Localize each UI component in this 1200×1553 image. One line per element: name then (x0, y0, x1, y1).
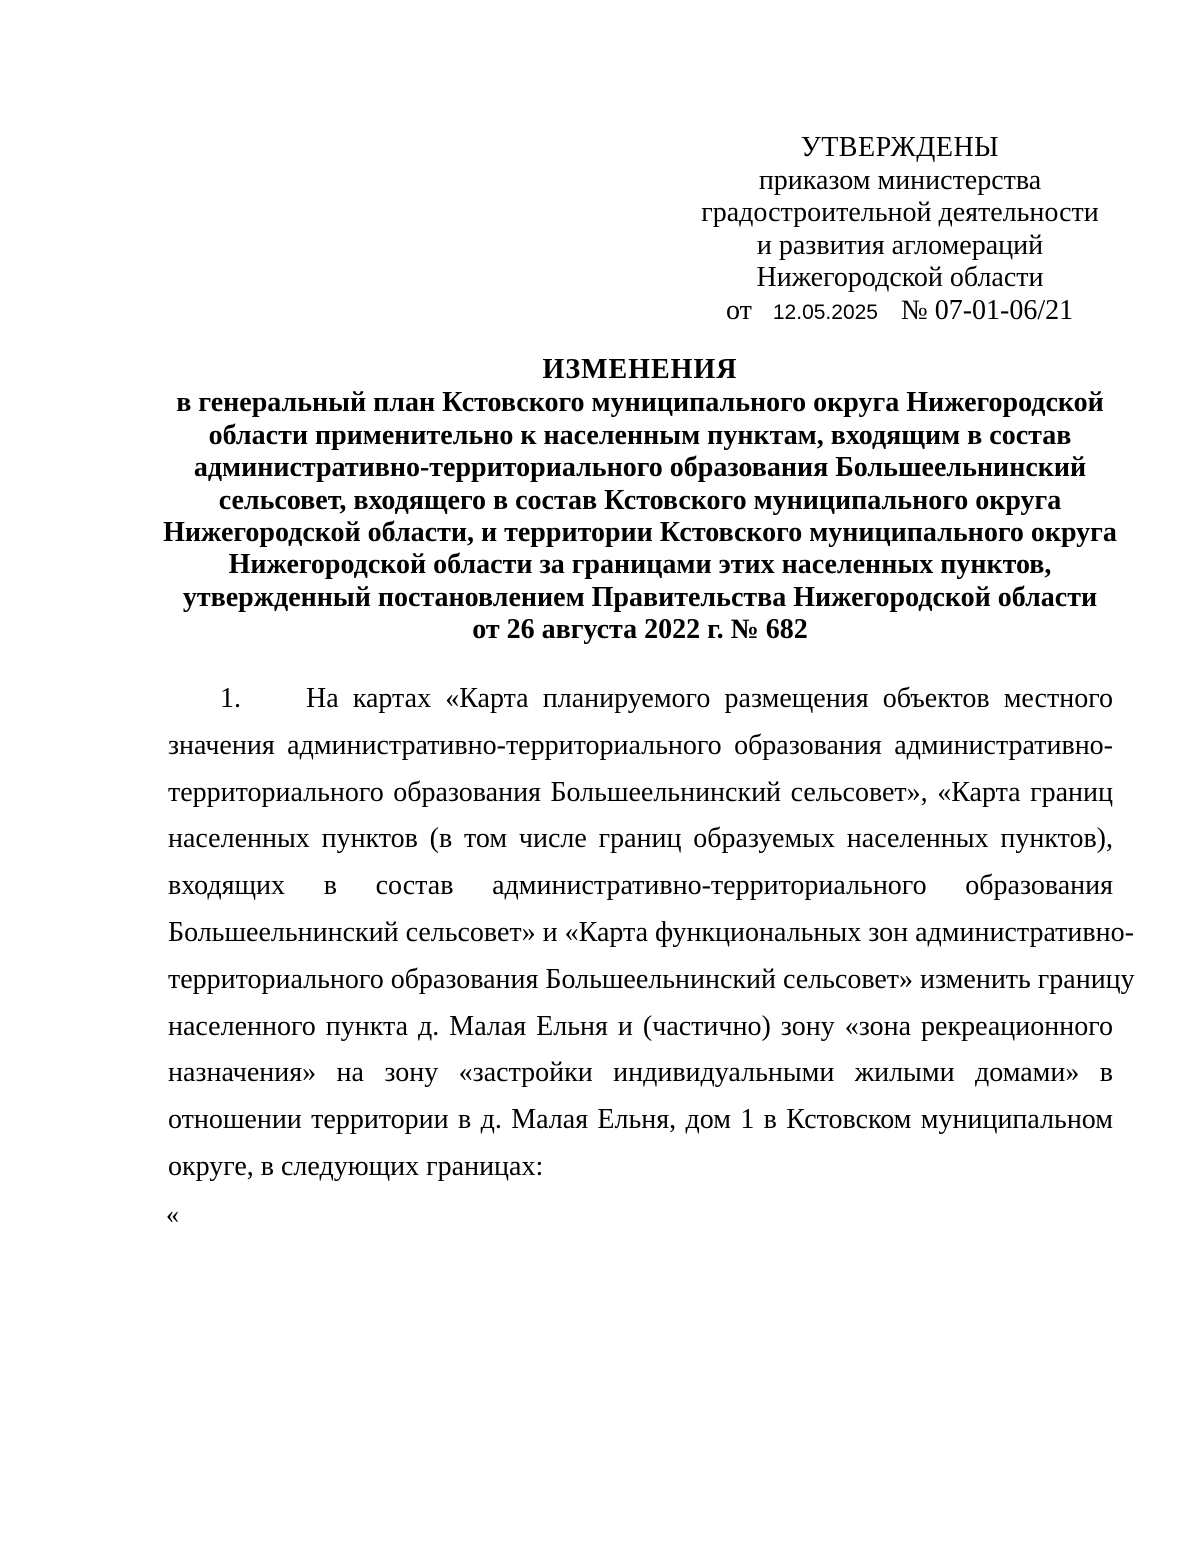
paragraph-line: территориального образования Большеельнинский сельсовет» изменить границу (168, 963, 1135, 995)
paragraph-text: На картах «Карта планируемого размещения объектов местного (306, 683, 1113, 714)
document-subtitle-line: в генеральный план Кстовского муниципального округа Нижегородской (176, 387, 1104, 419)
paragraph-line: Большеельнинский сельсовет» и «Карта функциональных зон административно- (168, 916, 1134, 948)
paragraph-1 (168, 676, 1135, 1191)
approval-date: 12.05.2025 (772, 300, 878, 324)
paragraph-line: населенных пунктов (в том числе границ образуемых населенных пунктов), (168, 823, 1113, 855)
opening-quote-mark: « (166, 1200, 179, 1229)
document-subtitle-line: Нижегородской области, и территории Кстовского муниципального округа (163, 517, 1117, 549)
paragraph-line: назначения» на зону «застройки индивидуальными жилыми домами» в (168, 1057, 1113, 1089)
document-subtitle-line: Нижегородской области за границами этих населенных пунктов, (228, 549, 1052, 581)
approval-line: Нижегородской области (756, 262, 1044, 293)
paragraph-line: отношении территории в д. Малая Ельня, дом 1 в Кстовском муниципальном (168, 1104, 1113, 1136)
document-title: ИЗМЕНЕНИЯ (542, 354, 738, 385)
approval-number: № 07-01-06/21 (900, 294, 1074, 326)
document-subtitle-line: области применительно к населенным пунктам, входящим в состав (208, 419, 1072, 451)
approval-line: градостроительной деятельности (701, 197, 1099, 228)
document-subtitle-line: от 26 августа 2022 г. № 682 (472, 614, 808, 646)
document-title-block (160, 354, 1120, 647)
approval-date-line (690, 295, 1110, 330)
approval-stamp (690, 132, 1110, 329)
document-subtitle-line: утвержденный постановлением Правительства Нижегородской области (182, 581, 1098, 613)
document-subtitle-line: сельсовет, входящего в состав Кстовского муниципального округа (218, 484, 1062, 516)
document-subtitle-line: административно-территориального образования Большеельнинский (193, 452, 1087, 484)
paragraph-line: территориального образования Большеельнинский сельсовет», «Карта границ (168, 776, 1113, 808)
approval-line: и развития агломераций (756, 229, 1044, 261)
paragraph-line: населенного пункта д. Малая Ельня и (частично) зону «зона рекреационного (168, 1010, 1113, 1042)
paragraph-line (168, 676, 1113, 723)
paragraph-line: входящих в состав административно-территориального образования (168, 870, 1113, 902)
paragraph-line: значения административно-территориального образования административно- (168, 729, 1113, 761)
approval-date-prefix: от (726, 294, 752, 326)
approval-line: приказом министерства (758, 164, 1042, 196)
approval-heading: УТВЕРЖДЕНЫ (800, 132, 1000, 163)
paragraph-number: 1. (220, 683, 241, 714)
paragraph-line: округе, в следующих границах: (168, 1150, 544, 1182)
